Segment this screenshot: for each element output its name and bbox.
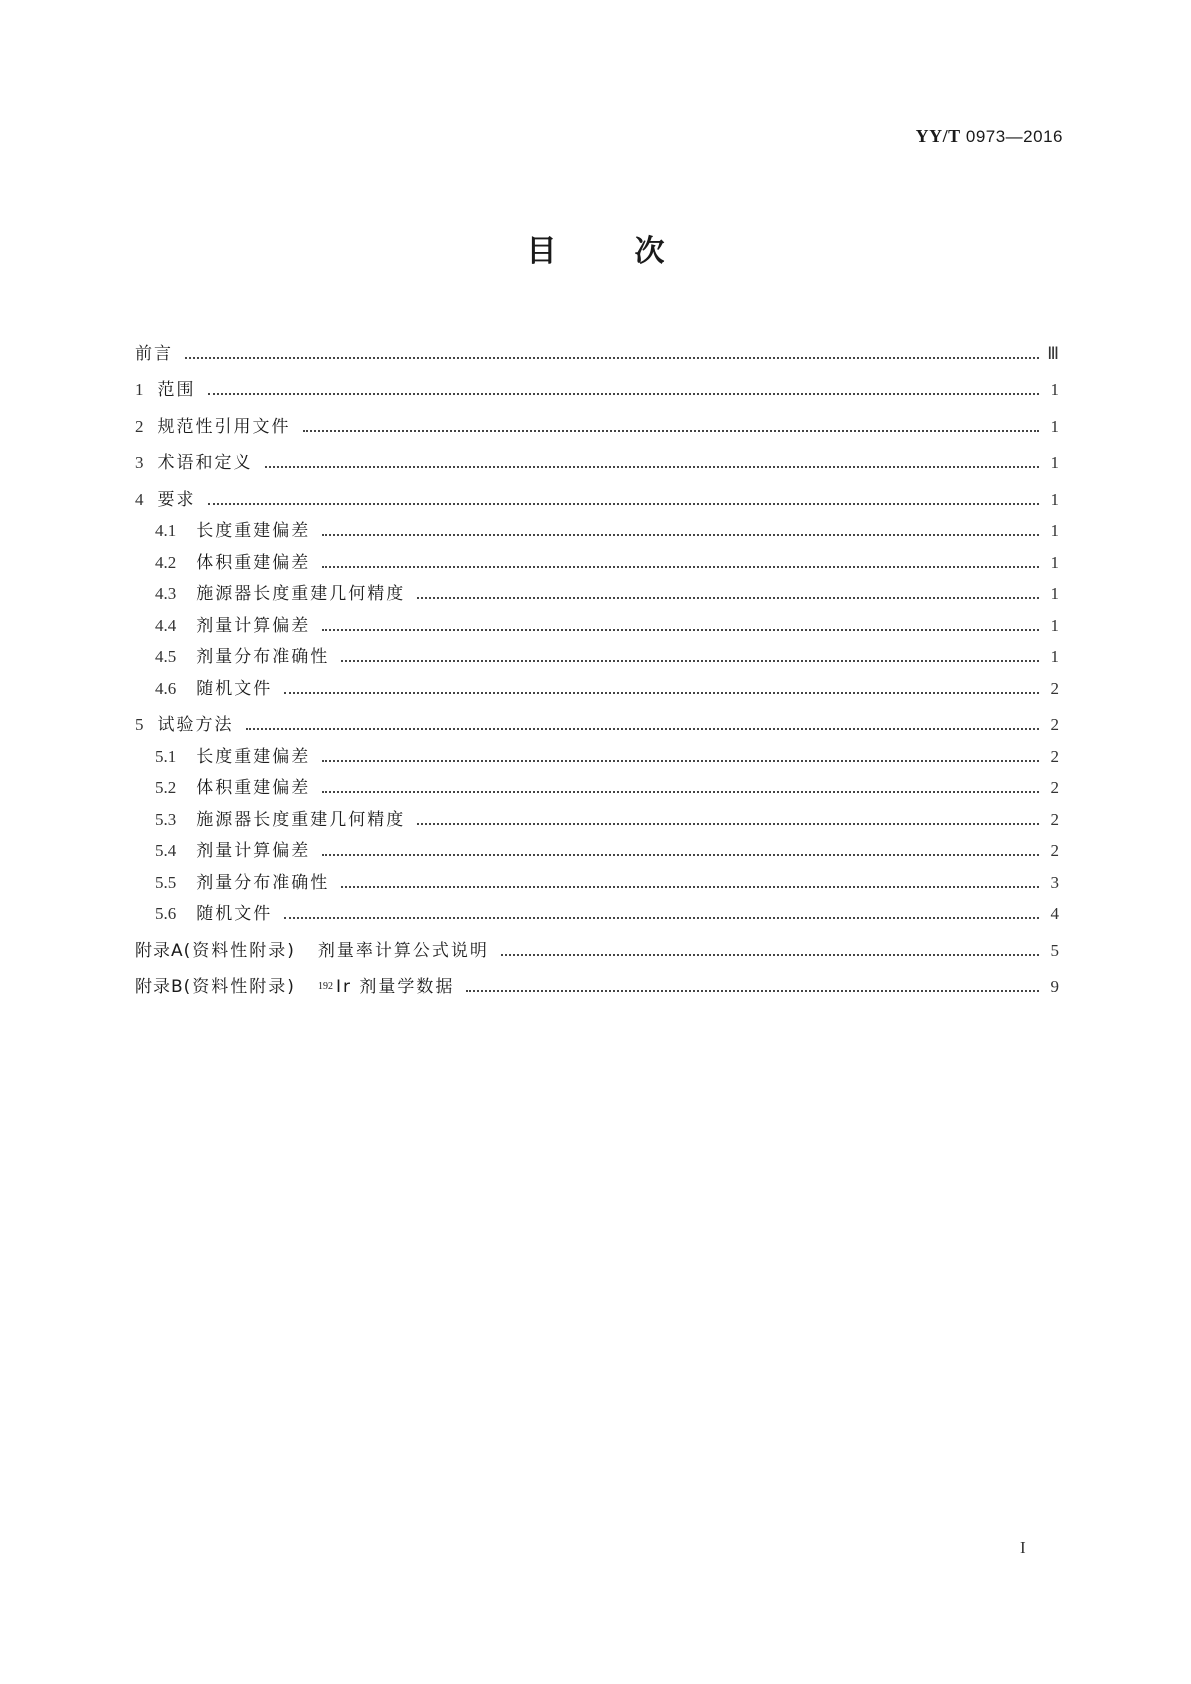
toc-entry-label: 长度重建偏差 xyxy=(196,521,311,541)
toc-dot-leader xyxy=(341,886,1039,888)
toc-dot-leader xyxy=(417,823,1039,825)
toc-entry-label: 体积重建偏差 xyxy=(196,778,311,798)
toc-entry-5-2[interactable] xyxy=(135,768,1059,800)
toc-dot-leader xyxy=(417,597,1039,599)
toc-entry-4-5[interactable] xyxy=(135,637,1059,669)
toc-entry-3[interactable] xyxy=(135,438,1059,475)
toc-entry-page: 1 xyxy=(1050,647,1059,666)
toc-entry-label: 体积重建偏差 xyxy=(196,552,311,573)
page-title xyxy=(0,226,1191,270)
toc-entry-5-6[interactable] xyxy=(135,894,1059,926)
toc-dot-leader xyxy=(466,990,1039,992)
toc-annex-type: (资料性附录) xyxy=(183,940,296,961)
toc-entry-page: 2 xyxy=(1050,778,1059,797)
toc-dot-leader xyxy=(208,503,1040,505)
toc-entry-1[interactable] xyxy=(135,365,1059,402)
toc-entry-page: 1 xyxy=(1050,615,1059,635)
toc-entry-2[interactable] xyxy=(135,401,1059,438)
page-number: I xyxy=(1020,1538,1026,1557)
toc-entry-page: 2 xyxy=(1050,678,1059,698)
toc-entry-page: 2 xyxy=(1050,841,1059,860)
toc-dot-leader xyxy=(284,692,1039,694)
toc-entry-4[interactable] xyxy=(135,474,1059,511)
toc-entry-page: 2 xyxy=(1050,809,1059,829)
toc-entry-number: 5.2 xyxy=(155,778,177,797)
toc-entry-page: 1 xyxy=(1050,552,1059,572)
toc-entry-page: 1 xyxy=(1050,380,1059,399)
toc-entry-5-1[interactable] xyxy=(135,736,1059,768)
toc-entry-label: 剂量计算偏差 xyxy=(196,615,311,636)
toc-entry-label: 试验方法 xyxy=(157,715,234,735)
toc-entry-page: 1 xyxy=(1050,416,1059,436)
toc-entry-foreword[interactable] xyxy=(135,328,1059,365)
toc-entry-5[interactable] xyxy=(135,700,1059,737)
toc-entry-5-3[interactable] xyxy=(135,799,1059,831)
toc-entry-page: 3 xyxy=(1050,872,1059,892)
document-code xyxy=(916,126,1063,147)
toc-entry-5-4[interactable] xyxy=(135,831,1059,863)
toc-entry-label: 剂量计算偏差 xyxy=(196,841,311,861)
toc-annex-id: 附录B xyxy=(135,977,184,997)
toc-dot-leader xyxy=(501,954,1039,956)
toc-entry-4-3[interactable] xyxy=(135,574,1059,606)
toc-entry-4-1[interactable] xyxy=(135,511,1059,543)
toc-entry-page: 1 xyxy=(1050,489,1059,509)
toc-dot-leader xyxy=(322,760,1039,762)
toc-entry-page: 4 xyxy=(1050,904,1059,923)
toc-entry-number: 2 xyxy=(135,416,144,436)
toc-entry-number: 5.4 xyxy=(155,841,177,860)
toc-entry-label: 术语和定义 xyxy=(157,453,253,473)
toc-dot-leader xyxy=(322,566,1039,568)
toc-entry-label: 范围 xyxy=(157,380,196,400)
toc-entry-label: 剂量分布准确性 xyxy=(196,647,330,667)
toc-entry-number: 4.4 xyxy=(155,615,177,635)
toc-entry-4-6[interactable] xyxy=(135,668,1059,700)
toc-dot-leader xyxy=(185,357,1039,359)
toc-entry-number: 5.1 xyxy=(155,746,177,766)
toc-dot-leader xyxy=(322,534,1039,536)
toc-dot-leader xyxy=(265,466,1040,468)
toc-dot-leader xyxy=(246,728,1040,730)
table-of-contents xyxy=(135,328,1059,998)
toc-entry-label: 施源器长度重建几何精度 xyxy=(196,584,406,604)
page-title-char-1: 目 xyxy=(526,234,557,269)
toc-dot-leader xyxy=(322,791,1039,793)
toc-entry-label: 随机文件 xyxy=(196,904,273,924)
document-code-prefix: YY/T xyxy=(915,126,961,146)
toc-entry-label: 规范性引用文件 xyxy=(157,416,291,437)
toc-entry-page: Ⅲ xyxy=(1047,343,1059,363)
toc-entry-number: 4.3 xyxy=(155,584,177,603)
toc-entry-page: 1 xyxy=(1050,453,1059,472)
toc-entry-label: 长度重建偏差 xyxy=(196,746,311,767)
page-title-char-2: 次 xyxy=(634,234,665,269)
toc-entry-label: 施源器长度重建几何精度 xyxy=(196,809,406,830)
document-code-number: 0973—2016 xyxy=(965,127,1063,146)
toc-entry-number: 4 xyxy=(135,489,144,509)
toc-entry-page: 1 xyxy=(1050,521,1059,540)
toc-entry-page: 2 xyxy=(1050,746,1059,766)
toc-entry-label: 随机文件 xyxy=(196,678,273,699)
toc-entry-page: 5 xyxy=(1050,940,1059,960)
toc-dot-leader xyxy=(341,660,1039,662)
toc-entry-page: 9 xyxy=(1050,977,1059,996)
toc-entry-number: 5.3 xyxy=(155,809,177,829)
toc-entry-label: 要求 xyxy=(157,489,196,510)
toc-entry-number: 3 xyxy=(135,453,144,472)
toc-entry-annex-a[interactable] xyxy=(135,925,1059,962)
toc-dot-leader xyxy=(208,393,1040,395)
toc-entry-number: 5.6 xyxy=(155,904,177,923)
toc-entry-number: 5.5 xyxy=(155,872,177,892)
toc-dot-leader xyxy=(284,917,1039,919)
toc-entry-number: 4.1 xyxy=(155,521,177,540)
toc-entry-page: 2 xyxy=(1050,715,1059,734)
toc-annex-type: (资料性附录) xyxy=(183,977,296,997)
toc-entry-label: 剂量率计算公式说明 xyxy=(317,940,489,961)
toc-entry-label: Ir 剂量学数据 xyxy=(335,977,455,997)
toc-dot-leader xyxy=(322,629,1039,631)
toc-entry-label: 前言 xyxy=(135,343,173,364)
toc-entry-number: 1 xyxy=(135,380,144,399)
toc-entry-number: 5 xyxy=(135,715,144,734)
toc-entry-4-4[interactable] xyxy=(135,605,1059,637)
toc-entry-label: 剂量分布准确性 xyxy=(196,872,330,893)
toc-entry-number: 4.2 xyxy=(155,552,177,572)
toc-entry-number: 4.5 xyxy=(155,647,177,666)
toc-entry-annex-b[interactable] xyxy=(135,962,1059,999)
toc-dot-leader xyxy=(322,854,1039,856)
toc-annex-id: 附录A xyxy=(135,940,184,961)
toc-entry-4-2[interactable] xyxy=(135,542,1059,574)
toc-entry-page: 1 xyxy=(1050,584,1059,603)
toc-entry-number: 4.6 xyxy=(155,678,177,698)
toc-entry-5-5[interactable] xyxy=(135,862,1059,894)
toc-dot-leader xyxy=(303,430,1040,432)
toc-isotope-mass-number: 192 xyxy=(317,981,333,992)
